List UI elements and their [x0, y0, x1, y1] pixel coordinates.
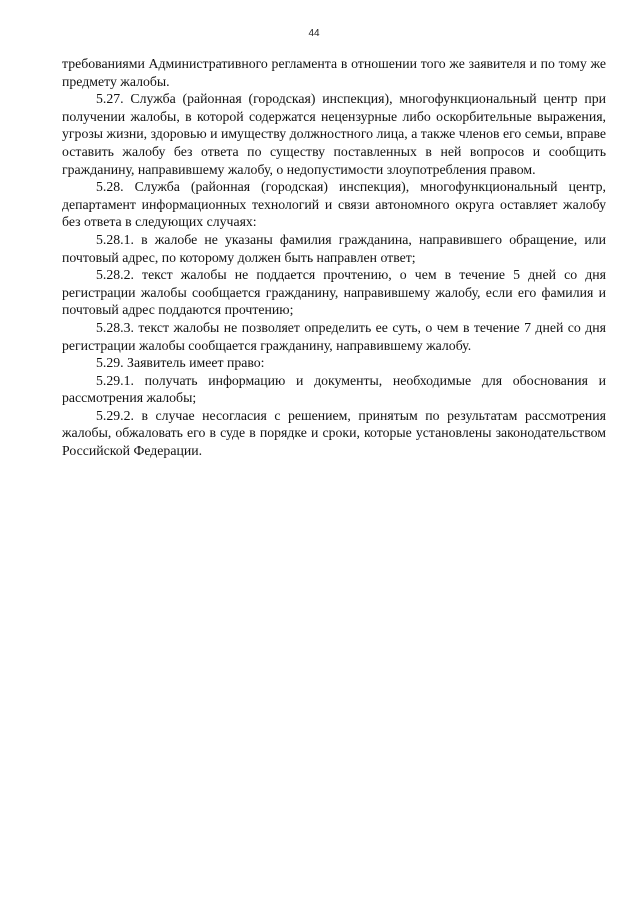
paragraph-5-27: 5.27. Служба (районная (городская) инспекция), многофункциональный центр при получении жалобы, в которой содержатся нецензурные либо оскорбительные выражения, угрозы жизни, здоровью и имуществу должностного лица, а также членов его семьи, вправе оставить жалобу без ответа по существу поставленных в ней вопросов и сообщить гражданину, направившему жалобу, о недопустимости злоупотребления правом. — [62, 91, 606, 177]
paragraph-5-28-3: 5.28.3. текст жалобы не позволяет определить ее суть, о чем в течение 7 дней со дня регистрации жалобы сообщается гражданину, направившему жалобу. — [62, 319, 606, 353]
paragraph-5-28-2: 5.28.2. текст жалобы не поддается прочтению, о чем в течение 5 дней со дня регистрации жалобы сообщается гражданину, направившему жалобу, если его фамилия и почтовый адрес поддаются прочтению; — [62, 267, 606, 318]
paragraph-5-28-1: 5.28.1. в жалобе не указаны фамилия гражданина, направившего обращение, или почтовый адрес, по которому должен быть направлен ответ; — [62, 231, 606, 265]
document-body — [62, 55, 606, 460]
page-number: 44 — [308, 28, 320, 39]
paragraph-5-29-1: 5.29.1. получать информацию и документы, необходимые для обоснования и рассмотрения жалобы; — [62, 372, 606, 406]
paragraph-continuation: требованиями Административного регламента в отношении того же заявителя и по тому же предмету жалобы. — [62, 56, 606, 89]
paragraph-5-28: 5.28. Служба (районная (городская) инспекция), многофункциональный центр, департамент информационных технологий и связи автономного округа оставляет жалобу без ответа в следующих случаях: — [62, 179, 606, 230]
paragraph-5-29-2: 5.29.2. в случае несогласия с решением, принятым по результатам рассмотрения жалобы, обжаловать его в суде в порядке и сроки, которые установлены законодательством Российской Федерации. — [62, 407, 606, 459]
paragraph-5-29: 5.29. Заявитель имеет право: — [96, 355, 265, 371]
